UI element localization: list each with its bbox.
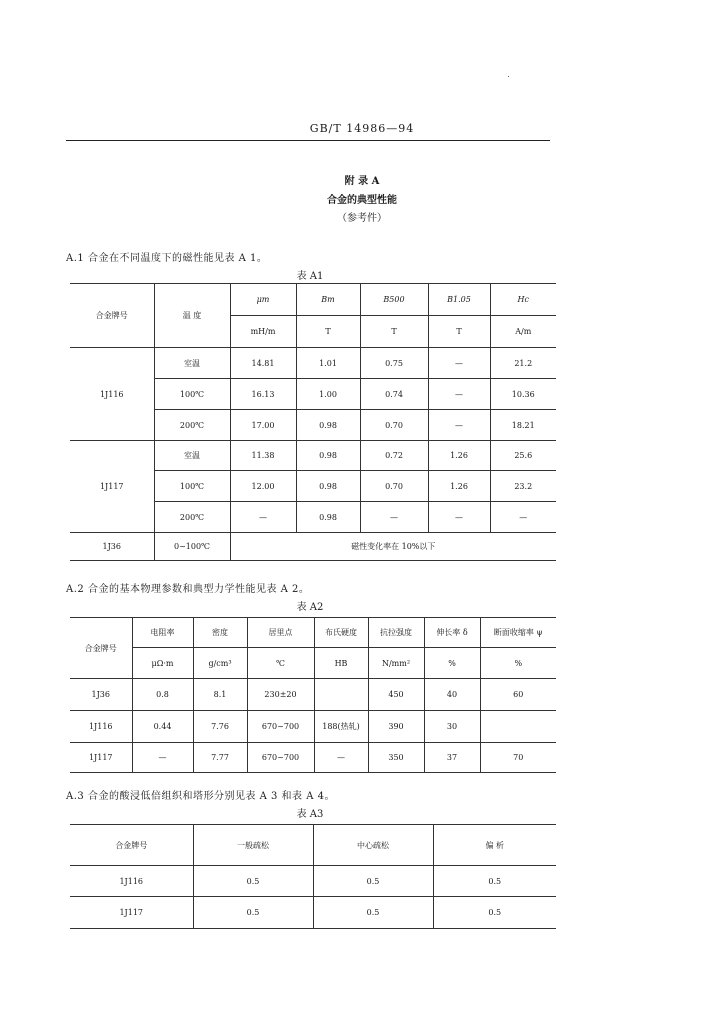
unit-b105: T: [428, 316, 490, 348]
value-cell: 0.5: [433, 866, 556, 897]
header-curie-point: 居里点: [247, 618, 314, 648]
header-b500: B500: [360, 284, 428, 316]
temp-cell: 0~100℃: [154, 533, 230, 561]
value-cell: 670~700: [247, 711, 314, 743]
table-row: [70, 897, 556, 929]
value-cell: 17.00: [230, 410, 296, 441]
merged-note-cell: 磁性变化率在 10%以下: [230, 533, 556, 561]
header-elongation: 伸长率 δ: [424, 618, 480, 648]
grade-cell: 1J36: [70, 679, 132, 711]
value-cell: 0.70: [360, 471, 428, 502]
value-cell: 10.36: [490, 379, 556, 410]
value-cell: 14.81: [230, 348, 296, 379]
value-cell: 0.5: [433, 897, 556, 929]
grade-cell: 1J116: [70, 348, 154, 441]
value-cell: 0.75: [360, 348, 428, 379]
table-row: [70, 679, 556, 711]
value-cell: 8.1: [193, 679, 247, 711]
value-cell: 670~700: [247, 743, 314, 773]
header-hc: Hc: [490, 284, 556, 316]
value-cell: 0.8: [132, 679, 193, 711]
unit-hardness: HB: [314, 648, 368, 679]
appendix-note: （参考件）: [337, 213, 387, 224]
value-cell: 450: [368, 679, 424, 711]
header-hardness: 布氏硬度: [314, 618, 368, 648]
value-cell: 7.77: [193, 743, 247, 773]
value-cell: —: [314, 743, 368, 773]
standard-code: GB/T 14986—94: [309, 122, 415, 135]
header-segregation: 偏 析: [433, 825, 556, 866]
value-cell: —: [428, 379, 490, 410]
value-cell: 11.38: [230, 441, 296, 471]
grade-cell: 1J117: [70, 743, 132, 773]
section-a3-text: A.3 合金的酸浸低倍组织和塔形分别见表 A 3 和表 A 4。: [66, 791, 336, 802]
header-resistivity: 电阻率: [132, 618, 193, 648]
temp-cell: 室温: [154, 441, 230, 471]
section-a2-text: A.2 合金的基本物理参数和典型力学性能见表 A 2。: [66, 584, 310, 595]
value-cell: 188(热轧): [314, 711, 368, 743]
table-row: [70, 533, 556, 561]
appendix-label: 附 录 A: [344, 176, 380, 187]
grade-cell: 1J117: [70, 897, 193, 929]
value-cell: 40: [424, 679, 480, 711]
value-cell: 25.6: [490, 441, 556, 471]
header-rule: [66, 140, 550, 141]
unit-tensile: N/mm²: [368, 648, 424, 679]
value-cell: 0.74: [360, 379, 428, 410]
table-a1: [70, 283, 556, 561]
header-bm: Bm: [296, 284, 360, 316]
table-a1-caption: 表 A1: [296, 271, 324, 282]
header-grade: 合金牌号: [70, 284, 154, 348]
unit-curie-point: ℃: [247, 648, 314, 679]
value-cell: 0.98: [296, 441, 360, 471]
table-row: [70, 348, 556, 379]
header-grade: 合金牌号: [70, 618, 132, 679]
temp-cell: 室温: [154, 348, 230, 379]
value-cell: 0.5: [193, 866, 313, 897]
unit-hc: A/m: [490, 316, 556, 348]
section-a1-text: A.1 合金在不同温度下的磁性能见表 A 1。: [66, 253, 268, 264]
header-center-porosity: 中心疏松: [313, 825, 433, 866]
value-cell: —: [428, 502, 490, 533]
value-cell: 30: [424, 711, 480, 743]
value-cell: [480, 711, 556, 743]
value-cell: 230±20: [247, 679, 314, 711]
value-cell: 12.00: [230, 471, 296, 502]
value-cell: 1.26: [428, 471, 490, 502]
table-row: [70, 743, 556, 773]
value-cell: —: [490, 502, 556, 533]
value-cell: 0.98: [296, 502, 360, 533]
table-a3: [70, 824, 556, 929]
temp-cell: 100℃: [154, 379, 230, 410]
value-cell: 70: [480, 743, 556, 773]
value-cell: [314, 679, 368, 711]
value-cell: 0.70: [360, 410, 428, 441]
temp-cell: 100℃: [154, 471, 230, 502]
appendix-title: 合金的典型性能: [327, 195, 397, 206]
grade-cell: 1J36: [70, 533, 154, 561]
unit-b500: T: [360, 316, 428, 348]
header-temp: 温 度: [154, 284, 230, 348]
value-cell: 1.01: [296, 348, 360, 379]
value-cell: 0.72: [360, 441, 428, 471]
value-cell: 0.5: [193, 897, 313, 929]
value-cell: —: [360, 502, 428, 533]
grade-cell: 1J116: [70, 866, 193, 897]
temp-cell: 200℃: [154, 502, 230, 533]
value-cell: 350: [368, 743, 424, 773]
value-cell: —: [132, 743, 193, 773]
table-a2: [70, 617, 556, 773]
unit-elongation: %: [424, 648, 480, 679]
value-cell: 0.98: [296, 471, 360, 502]
scan-speck: [508, 76, 509, 77]
value-cell: 23.2: [490, 471, 556, 502]
value-cell: 1.00: [296, 379, 360, 410]
grade-cell: 1J116: [70, 711, 132, 743]
value-cell: —: [428, 410, 490, 441]
value-cell: 0.5: [313, 897, 433, 929]
table-row: [70, 441, 556, 471]
table-row: [70, 711, 556, 743]
value-cell: 1.26: [428, 441, 490, 471]
header-general-porosity: 一般疏松: [193, 825, 313, 866]
unit-density: g/cm³: [193, 648, 247, 679]
value-cell: —: [230, 502, 296, 533]
value-cell: —: [428, 348, 490, 379]
temp-cell: 200℃: [154, 410, 230, 441]
value-cell: 37: [424, 743, 480, 773]
value-cell: 390: [368, 711, 424, 743]
table-row: [70, 866, 556, 897]
header-grade: 合金牌号: [70, 825, 193, 866]
header-b105: B1.05: [428, 284, 490, 316]
unit-resistivity: μΩ·m: [132, 648, 193, 679]
header-permeability: μm: [230, 284, 296, 316]
header-density: 密度: [193, 618, 247, 648]
value-cell: 21.2: [490, 348, 556, 379]
value-cell: 18.21: [490, 410, 556, 441]
value-cell: 0.44: [132, 711, 193, 743]
unit-reduction: %: [480, 648, 556, 679]
value-cell: 16.13: [230, 379, 296, 410]
grade-cell: 1J117: [70, 441, 154, 533]
table-a3-caption: 表 A3: [296, 809, 324, 820]
header-reduction: 断面收缩率 ψ: [480, 618, 556, 648]
unit-bm: T: [296, 316, 360, 348]
value-cell: 7.76: [193, 711, 247, 743]
table-a2-caption: 表 A2: [296, 602, 324, 613]
unit-permeability: mH/m: [230, 316, 296, 348]
value-cell: 0.98: [296, 410, 360, 441]
value-cell: 60: [480, 679, 556, 711]
header-tensile: 抗拉强度: [368, 618, 424, 648]
value-cell: 0.5: [313, 866, 433, 897]
